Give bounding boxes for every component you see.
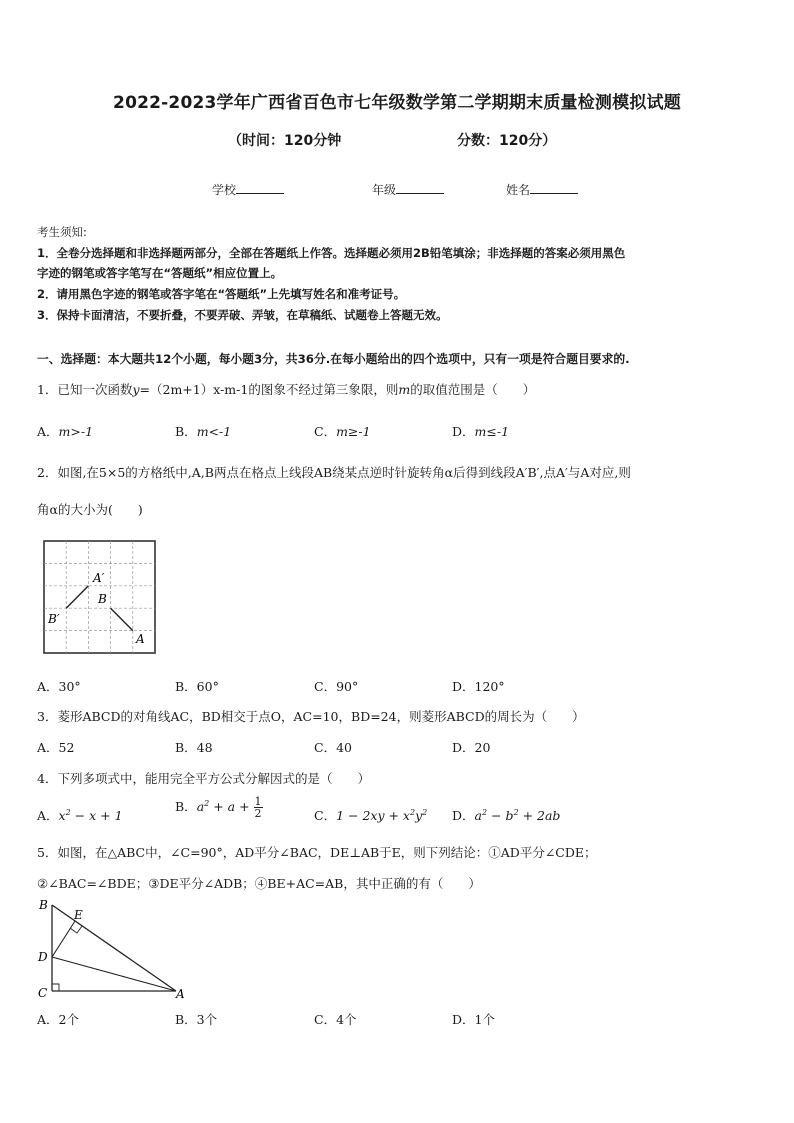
question-3: 3．菱形ABCD的对角线AC，BD相交于点O，AC=10，BD=24，则菱形ABCD的周长为（ ） [37,709,585,724]
q3-option-a[interactable]: A．52 [37,740,75,755]
side-ab [52,905,176,991]
q4-option-c-expr: $1 - 2xy + x^2y^2$ [336,807,428,823]
q4-option-c-label: C． [314,808,337,823]
notice-item-3: 3．保持卡面清洁，不要折叠，不要弄破、弄皱，在草稿纸、试题卷上答题无效。 [37,308,448,322]
grid-rotation-figure [43,540,157,656]
time-label: （时间：120分钟 [228,133,342,149]
name-field[interactable] [506,181,578,198]
q4-option-a-label: A． [37,808,59,823]
triangle-figure [36,895,196,1005]
grade-blank[interactable] [396,182,444,194]
label-b: B [39,898,48,912]
q2-option-d[interactable]: D．120° [452,679,505,694]
school-field[interactable] [212,181,284,198]
notice-heading: 考生须知: [37,225,87,239]
label-b: B [98,592,107,606]
q4-fraction-den: 2 [254,807,262,820]
q4-option-d[interactable] [452,806,560,824]
question-1 [37,380,535,398]
q2-option-c[interactable]: C．90° [314,679,359,694]
q4-option-a-expr: $x^2 - x + 1$ [58,807,123,823]
segment-ad [52,957,176,991]
q4-option-a[interactable] [37,806,123,824]
q1-option-c-value: m≥-1 [336,424,371,439]
q1-option-d-label: D． [452,424,475,439]
question-2-line-2: 角α的大小为( ) [37,502,143,517]
name-blank[interactable] [530,182,578,194]
segment-a-prime-b-prime [66,586,88,608]
q2-option-a[interactable]: A．30° [37,679,81,694]
q3-option-b[interactable]: B．48 [175,740,213,755]
school-label: 学校 [212,183,237,197]
q1-option-a-value: m>-1 [58,424,94,439]
q1-option-d-value: m≤-1 [474,424,510,439]
segment-ab [111,608,133,630]
grade-field[interactable] [372,181,444,198]
q1-m: m [398,382,411,397]
q1-option-b-value: m<-1 [196,424,232,439]
segment-de [52,921,75,957]
q1-option-b-label: B． [175,424,197,439]
label-e: E [74,908,83,922]
q4-option-d-label: D． [452,808,475,823]
q1-option-a-label: A． [37,424,59,439]
q5-option-a[interactable]: A．2个 [37,1012,79,1027]
label-a: A [176,987,185,1001]
q4-option-c[interactable] [314,806,427,824]
label-a-prime: A′ [93,571,105,585]
school-blank[interactable] [236,182,284,194]
q4-option-b-label: B． [175,799,197,814]
q3-option-c[interactable]: C．40 [314,740,352,755]
notice-item-1a: 1．全卷分选择题和非选择题两部分，全部在答题纸上作答。选择题必须用2B铅笔填涂；非选择题的答案必须用黑色 [37,246,626,260]
q4-option-d-expr: $a^2 - b^2 + 2ab$ [474,807,561,823]
page-title: 2022-2023学年广西省百色市七年级数学第二学期期末质量检测模拟试题 [113,93,681,113]
q3-option-d[interactable]: D．20 [452,740,491,755]
question-5-line-2: ②∠BAC=∠BDE；③DE平分∠ADB；④BE+AC=AB，其中正确的有（ ） [37,876,481,891]
q1-option-d[interactable] [452,422,509,440]
q1-y: y [132,382,140,397]
q2-option-b[interactable]: B．60° [175,679,219,694]
question-4: 4．下列多项式中，能用完全平方公式分解因式的是（ ） [37,771,370,786]
q4-option-b[interactable] [175,796,263,819]
label-a: A [136,632,145,646]
right-angle-e [70,926,82,933]
q1-option-b[interactable] [175,422,231,440]
q4-fraction-num: 1 [254,795,262,808]
q1-text-2: 的图象不经过第三象限，则 [248,382,399,397]
notice-item-2: 2．请用黑色字迹的钢笔或答字笔在“答题纸”上先填写姓名和准考证号。 [37,287,406,301]
grade-label: 年级 [372,183,397,197]
question-2-line-1: 2．如图,在5×5的方格纸中,A,B两点在格点上线段AB绕某点逆时针旋转角α后得到线段A′B′,点A′与A对应,则 [37,465,631,480]
q4-fraction [254,796,263,819]
label-b-prime: B′ [48,612,60,626]
score-label: 分数：120分） [457,133,557,149]
label-c: C [38,986,48,1000]
q5-option-d[interactable]: D．1个 [452,1012,495,1027]
right-angle-c [52,984,59,991]
q1-text-1: 1．已知一次函数 [37,382,133,397]
q1-option-c-label: C． [314,424,337,439]
section-heading: 一、选择题：本大题共12个小题，每小题3分，共36分.在每小题给出的四个选项中，只有一项是符合题目要求的. [37,352,630,366]
q5-option-c[interactable]: C．4个 [314,1012,357,1027]
q1-option-a[interactable] [37,422,93,440]
q5-option-b[interactable]: B．3个 [175,1012,218,1027]
name-label: 姓名 [506,183,531,197]
question-5-line-1: 5．如图，在△ABC中，∠C=90°，AD平分∠BAC，DE⊥AB于E，则下列结论：①AD平分∠CDE； [37,845,597,860]
q1-equation: =（2m+1）x-m-1 [139,382,249,397]
label-d: D [38,950,48,964]
q1-text-3: 的取值范围是（ ） [410,382,536,397]
q4-option-b-expr: $a^2 + a$ + [196,798,254,814]
q1-option-c[interactable] [314,422,371,440]
notice-item-1b: 字迹的钢笔或答字笔写在“答题纸”相应位置上。 [37,266,283,280]
